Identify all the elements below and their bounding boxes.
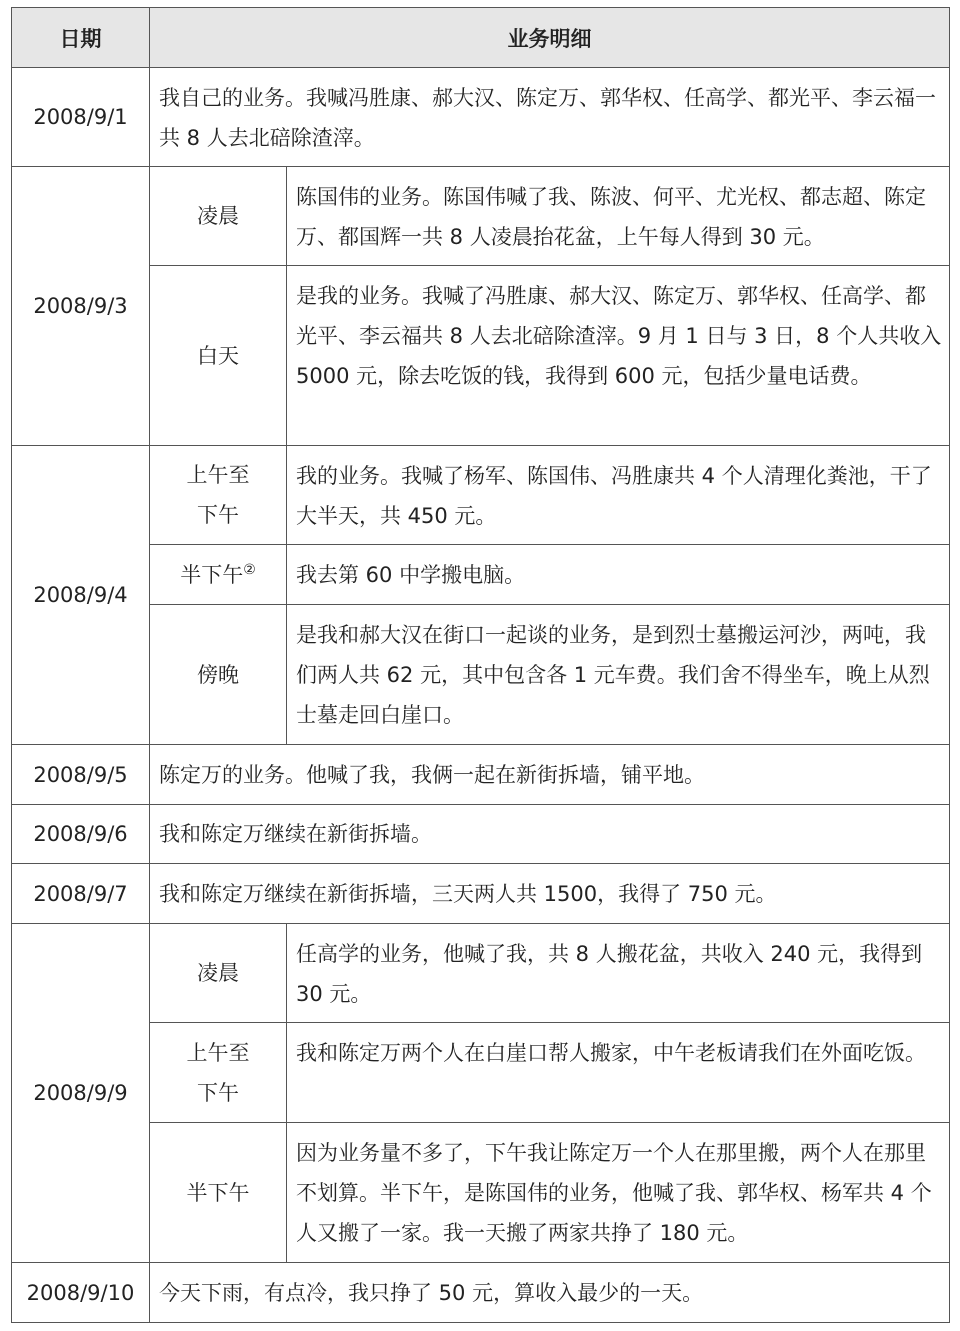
- detail-cell: 我的业务。我喊了杨军、陈国伟、冯胜康共 4 个人清理化粪池，干了大半天，共 450 元。: [287, 446, 950, 545]
- time-label: 半下午: [180, 562, 244, 587]
- header-row: [12, 8, 950, 68]
- work-log-table: [11, 7, 950, 1323]
- table-row: [12, 446, 950, 545]
- detail-cell: 我和陈定万两个人在白崖口帮人搬家，中午老板请我们在外面吃饭。: [287, 1023, 950, 1123]
- detail-cell: 是我和郝大汉在街口一起谈的业务，是到烈士墓搬运河沙，两吨，我们两人共 62 元，其中包含各 1 元车费。我们舍不得坐车，晚上从烈士墓走回白崖口。: [287, 605, 950, 745]
- table-row: [12, 1123, 950, 1263]
- date-cell: 2008/9/10: [12, 1263, 150, 1323]
- date-cell: 2008/9/3: [12, 167, 150, 446]
- time-cell: [150, 446, 287, 545]
- footnote-marker: ②: [243, 561, 256, 578]
- detail-cell: 任高学的业务，他喊了我，共 8 人搬花盆，共收入 240 元，我得到 30 元。: [287, 924, 950, 1023]
- detail-cell: 我和陈定万继续在新街拆墙，三天两人共 1500，我得了 750 元。: [150, 864, 950, 924]
- date-cell: 2008/9/9: [12, 924, 150, 1263]
- date-cell: 2008/9/7: [12, 864, 150, 924]
- detail-cell: 我自己的业务。我喊冯胜康、郝大汉、陈定万、郭华权、任高学、都光平、李云福一共 8 人去北碚除渣滓。: [150, 68, 950, 167]
- date-cell: 2008/9/6: [12, 805, 150, 864]
- table-row: [12, 805, 950, 864]
- time-cell: 半下午: [150, 1123, 287, 1263]
- table-row: [12, 605, 950, 745]
- table-row: [12, 266, 950, 446]
- detail-cell: 我去第 60 中学搬电脑。: [287, 545, 950, 605]
- table-row: [12, 745, 950, 805]
- time-cell: [150, 1023, 287, 1123]
- detail-cell: 今天下雨，有点冷，我只挣了 50 元，算收入最少的一天。: [150, 1263, 950, 1323]
- time-line-2: 下午: [197, 1080, 239, 1105]
- table-row: [12, 1263, 950, 1323]
- table-row: [12, 68, 950, 167]
- time-cell: 傍晚: [150, 605, 287, 745]
- time-line-1: 上午至: [186, 463, 250, 487]
- time-line-1: 上午至: [186, 1040, 250, 1065]
- time-cell: 白天: [150, 266, 287, 446]
- table-row: [12, 545, 950, 605]
- time-cell: 凌晨: [150, 924, 287, 1023]
- time-cell: 凌晨: [150, 167, 287, 266]
- detail-cell: 陈国伟的业务。陈国伟喊了我、陈波、何平、尤光权、都志超、陈定万、都国辉一共 8 人凌晨抬花盆，上午每人得到 30 元。: [287, 167, 950, 266]
- table-row: [12, 924, 950, 1023]
- date-cell: 2008/9/1: [12, 68, 150, 167]
- table-row: [12, 167, 950, 266]
- time-cell: [150, 545, 287, 605]
- header-date: 日期: [12, 8, 150, 68]
- header-detail: 业务明细: [150, 8, 950, 68]
- detail-cell: 我和陈定万继续在新街拆墙。: [150, 805, 950, 864]
- date-cell: 2008/9/5: [12, 745, 150, 805]
- table-row: [12, 1023, 950, 1123]
- detail-cell: 陈定万的业务。他喊了我，我俩一起在新街拆墙，铺平地。: [150, 745, 950, 805]
- detail-cell: 是我的业务。我喊了冯胜康、郝大汉、陈定万、郭华权、任高学、都光平、李云福共 8 人去北碚除渣滓。9 月 1 日与 3 日，8 个人共收入 5000 元，除去吃饭的钱，我得到 600 元，包括少量电话费。: [287, 266, 950, 446]
- table-row: [12, 864, 950, 924]
- date-cell: 2008/9/4: [12, 446, 150, 745]
- detail-cell: 因为业务量不多了，下午我让陈定万一个人在那里搬，两个人在那里不划算。半下午，是陈国伟的业务，他喊了我、郭华权、杨军共 4 个人又搬了一家。我一天搬了两家共挣了 180 元。: [287, 1123, 950, 1263]
- time-line-2: 下午: [197, 503, 239, 527]
